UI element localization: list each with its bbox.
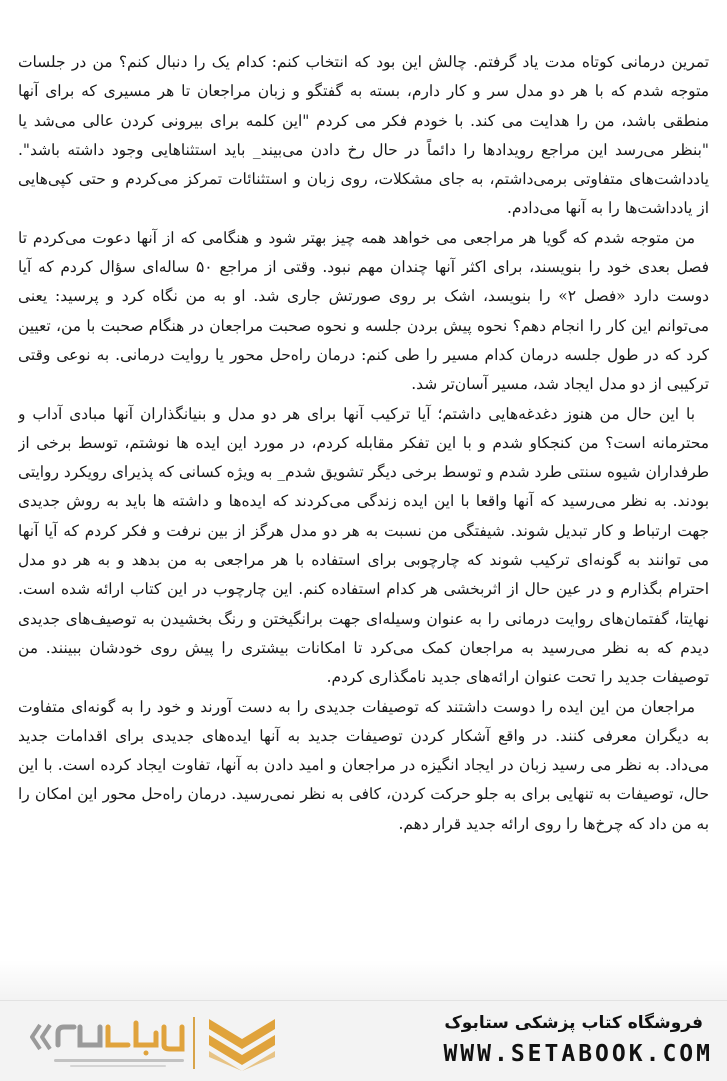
paragraph-4: مراجعان من این ایده را دوست داشتند که توصیفات جدیدی را به دست آورند و خود را به گونه‌ای متفاوت به دیگران معرفی کنند. در واقع آشکار کردن توصیفات جدید به آنها ایده‌های جدیدی برای اقدامات جدید می‌داد. به نظر می رسید زبان در ایجاد انگیزه در مراجعان و امید دادن به آنها، تفاوت ایجاد کرده است. با این حال، توصیفات به تنهایی برای به جلو حرکت کردن، کافی به نظر نمی‌رسید. درمان راه‌حل محور این امکان را به من داد که چرخ‌ها را روی ارائه جدید قرار دهم. bbox=[18, 697, 709, 833]
paragraph-2: من متوجه شدم که گویا هر مراجعی می خواهد همه چیز بهتر شود و هنگامی که از آنها دعوت می‌کردم تا فصل بعدی خود را بنویسند، برای اکثر آنها چندان مهم نبود. وقتی از مراجع ۵۰ ساله‌ای سؤال کردم که آیا دوست دارد «فصل ۲» را بنویسد، اشک بر روی صورتش جاری شد. او به من نگاه کرد و پرسید: یعنی می‌توانم این کار را انجام دهم؟ نحوه پیش بردن جلسه و نحوه صحبت مراجعان در هنگام صحبت با من، تعیین کرد که در طول جلسه درمان کدام مسیر را طی کنم: درمان راه‌حل محور یا روایت درمانی. به نوعی وقتی ترکیبی از دو مدل ایجاد شد، مسیر آسان‌تر شد. bbox=[18, 228, 709, 394]
paragraph-3: با این حال من هنوز دغدغه‌هایی داشتم؛ آیا ترکیب آنها برای هر دو مدل و بنیانگذاران آنها مبادی آداب و محترمانه است؟ من کنجکاو شدم و با این تفکر مقابله کردم، در مورد این ایده ها نوشتم، توسط برخی از طرفداران شیوه سنتی طرد شدم و توسط برخی دیگر تشویق شدم_ به ویژه کسانی که پذیرای رویکرد روایتی بودند. به نظر می‌رسید که آنها واقعا با این ایده زندگی می‌کردند که ایده‌ها و داشته ها باید به روش جدیدی جهت ارتباط و کار تبدیل شوند. شیفتگی من نسبت به هر دو مدل هرگز از بین نرفت و فکر کردم که آیا آنها می توانند به گونه‌ای ترکیب شوند که چارچوبی برای استفاده با هر مراجعی به من بدهد و به هر دو مدل احترام بگذارم و در عین حال از اثربخشی هر کدام استفاده کنم. این چارچوب در این کتاب ارائه شده است. نهایتا، گفتمان‌های روایت درمانی را به عنوان وسیله‌ای جهت برانگیختن و رنگ بخشیدن به توصیف‌های جدیدی دیدم که به نظر می‌رسید به مراجعان کمک می‌کرد تا امکانات بیشتری را پیش روی خودشان ببینند. من توصیفات جدید را تحت عنوان ارائه‌های جدید نامگذاری کردم. bbox=[18, 404, 709, 687]
watermark-footer bbox=[0, 1000, 727, 1081]
setabook-logo-icon bbox=[30, 1015, 188, 1071]
logo-divider bbox=[193, 1017, 195, 1069]
paragraph-1: تمرین درمانی کوتاه مدت یاد گرفتم. چالش این بود که انتخاب کنم: کدام یک را دنبال کنم؟ من در جلسات متوجه شدم که با هر دو مدل سر و کار دارم، بسته به گفتگو و زبان مراجعان تا هر مسیری که برای آنها منطقی باشد، من را هدایت می کند. با خودم فکر می کردم "این کلمه برای بیرونی کردن عالی می‌شد یا "بنظر می‌رسد این مراجع رویدادها را دائماً در حال رخ دادن می‌بیند_ باید استثناهایی وجود داشته باشد". یادداشت‌های متفاوتی برمی‌داشتم، به جای مشکلات، روی زبان و استثنائات تمرکز می‌کردم و حتی کپی‌هایی از یادداشت‌ها را به آنها می‌دادم. bbox=[18, 53, 709, 218]
store-name: فروشگاه کتاب پزشکی ستابوک bbox=[444, 1013, 703, 1033]
chevron-logo-icon bbox=[205, 1015, 279, 1071]
book-body-text bbox=[18, 48, 709, 1000]
store-url[interactable]: WWW.SETABOOK.COM bbox=[443, 1041, 713, 1067]
